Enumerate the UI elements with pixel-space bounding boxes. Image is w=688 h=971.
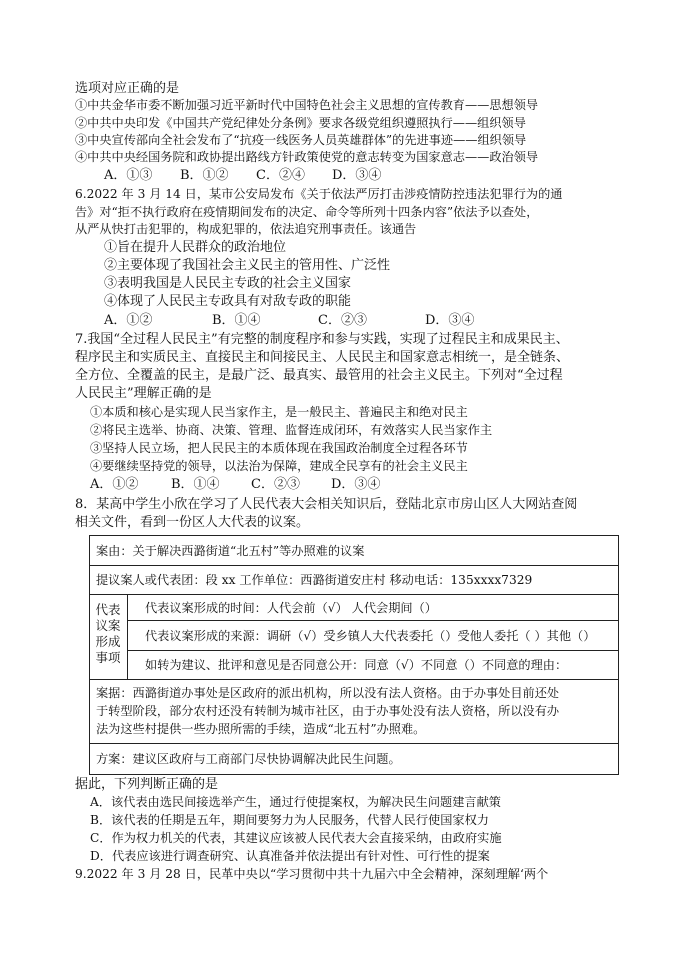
table-side-label-2: 议案 — [95, 618, 121, 633]
q5-item-3: ③中央宣传部向全社会发布了“抗疫一线医务人员英雄群体”的先进事迹——组织领导 — [75, 133, 527, 147]
q8-choice-c: C．作为权力机关的代表，其建议应该被人民代表大会直接采纳，由政府实施 — [90, 831, 502, 845]
table-divider — [89, 743, 619, 744]
q9-line-1: 9.2022 年 3 月 28 日，民革中央以“学习贯彻中共十九届六中全会精神，深刻理解‘两个 — [75, 867, 549, 881]
q6-item-2: ②主要体现了我国社会主义民主的管用性、广泛性 — [104, 258, 391, 273]
q5-option-c: C．②④ — [256, 168, 305, 183]
table-time-row: 代表议案形成的时间：人代会前（√） 人代会期间（） — [145, 601, 437, 615]
q7-line-3: 全方位、全覆盖的民主，是最广泛、最真实、最管用的社会主义民主。下列对“全过程 — [75, 368, 563, 383]
table-side-label-3: 形成 — [95, 634, 121, 649]
q5-item-4: ④中共中央经国务院和政协提出路线方针政策使党的意志转变为国家意志——政治领导 — [75, 150, 539, 164]
q7-line-4: 人民民主”理解正确的是 — [75, 386, 212, 401]
table-case: 案由：关于解决西潞街道“北五村”等办照难的议案 — [96, 544, 365, 558]
q6-option-a: A．①② — [104, 313, 153, 328]
q5-option-d: D．③④ — [332, 168, 382, 183]
q6-option-b: B．①④ — [212, 313, 261, 328]
q7-option-c: C．②③ — [251, 477, 300, 492]
q5-option-a: A．①③ — [104, 168, 153, 183]
q8-line-2: 相关文件，看到一份区人大代表的议案。 — [75, 515, 310, 530]
table-divider — [89, 594, 619, 595]
q6-item-3: ③表明我国是人民民主专政的社会主义国家 — [104, 276, 352, 291]
q7-line-1: 7.我国“全过程人民民主”有完整的制度程序和参与实践，实现了过程民主和成果民主、 — [75, 332, 569, 347]
table-divider — [89, 565, 619, 566]
table-proposer: 提议案人或代表团：段 xx 工作单位：西潞街道安庄村 移动电话：135xxxx7329 — [96, 573, 533, 587]
q7-item-2: ②将民主选举、协商、决策、管理、监督连成闭环，有效落实人民当家作主 — [90, 423, 493, 437]
table-divider — [127, 650, 619, 651]
q8-choice-d: D．代表应该进行调查研究、认真准备并依法提出有针对性、可行性的提案 — [90, 849, 490, 863]
table-divider — [89, 679, 619, 680]
q5-stem: 选项对应正确的是 — [75, 81, 180, 96]
q7-line-2: 程序民主和实质民主、直接民主和间接民主、人民民主和国家意志相统一，是全链条、 — [75, 350, 570, 365]
q8-after: 据此，下列判断正确的是 — [75, 777, 219, 792]
table-public-row: 如转为建议、批评和意见是否同意公开：同意（√）不同意（）不同意的理由： — [145, 658, 568, 672]
q7-item-4: ④要继续坚持党的领导，以法治为保障，建成全民享有的社会主义民主 — [90, 459, 468, 473]
q6-line-2: 告》对“拒不执行政府在疫情期间发布的决定、命令等所列十四条内容”依法予以查处， — [75, 205, 539, 219]
q6-item-4: ④体现了人民民主专政具有对敌专政的职能 — [104, 294, 352, 309]
q6-line-1: 6.2022 年 3 月 14 日，某市公安局发布《关于依法严厉打击涉疫情防控违法犯罪行为的通 — [75, 187, 563, 201]
q8-line-1: 8．某高中学生小欣在学习了人民代表大会相关知识后，登陆北京市房山区人大网站查阅 — [75, 497, 578, 512]
proposal-table — [89, 535, 619, 775]
table-basis-line-3: 法为这些村提供一些办照所需的手续，造成“北五村”办照难。 — [96, 722, 426, 736]
q7-option-b: B．①④ — [171, 477, 220, 492]
table-plan: 方案：建议区政府与工商部门尽快协调解决此民生问题。 — [96, 752, 401, 766]
q6-option-c: C．②③ — [318, 313, 367, 328]
q6-option-d: D．③④ — [425, 313, 475, 328]
q5-item-2: ②中共中央印发《中国共产党纪律处分条例》要求各级党组织遵照执行——组织领导 — [75, 116, 526, 130]
q8-choice-a: A．该代表由选民间接选举产生，通过行使提案权，为解决民生问题建言献策 — [90, 795, 501, 809]
q6-item-1: ①旨在提升人民群众的政治地位 — [104, 240, 287, 255]
q7-option-a: A．①② — [90, 477, 139, 492]
table-divider — [127, 620, 619, 621]
q6-line-3: 从严从快打击犯罪的，构成犯罪的，依法追究刑事责任。该通告 — [75, 222, 417, 236]
table-divider — [127, 594, 128, 679]
table-basis-line-1: 案据：西潞街道办事处是区政府的派出机构，所以没有法人资格。由于办事处目前还处 — [96, 686, 560, 700]
q5-option-b: B．①② — [180, 168, 229, 183]
q7-option-d: D．③④ — [331, 477, 381, 492]
q5-item-1: ①中共金华市委不断加强习近平新时代中国特色社会主义思想的宣传教育——思想领导 — [75, 98, 539, 112]
table-source-row: 代表议案形成的来源：调研（√）受乡镇人大代表委托（）受他人委托（ ）其他（） — [145, 629, 596, 643]
q8-choice-b: B．该代表的任期是五年，期间要努力为人民服务，代替人民行使国家权力 — [90, 813, 489, 827]
table-side-label-1: 代表 — [95, 602, 121, 617]
q7-item-1: ①本质和核心是实现人民当家作主，是一般民主、普遍民主和绝对民主 — [90, 405, 468, 419]
table-side-label-4: 事项 — [95, 650, 121, 665]
table-basis-line-2: 于转型阶段，部分农村还没有转制为城市社区，由于办事处没有法人资格，所以没有办 — [96, 704, 560, 718]
q7-item-3: ③坚持人民立场，把人民民主的本质体现在我国政治制度全过程各环节 — [90, 441, 468, 455]
